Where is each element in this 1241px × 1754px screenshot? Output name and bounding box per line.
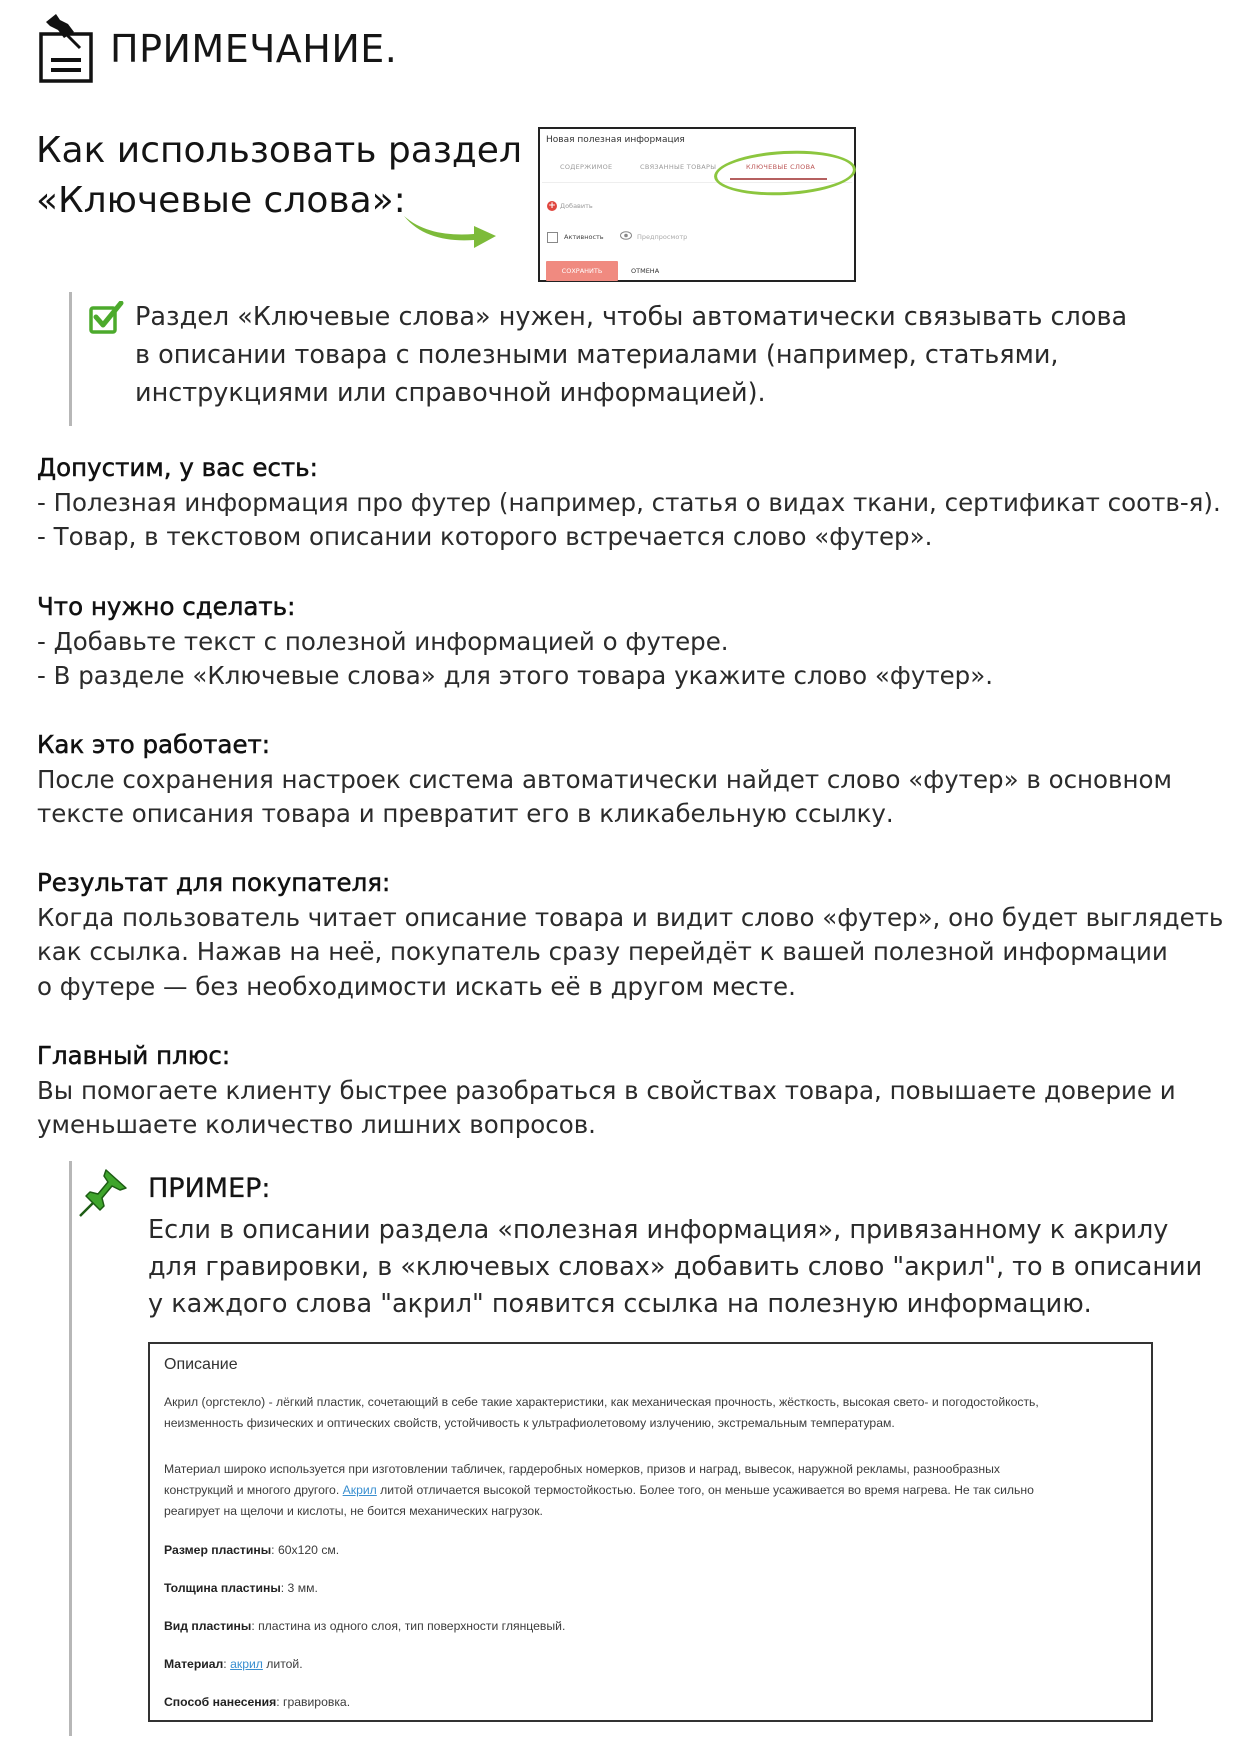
spec-row — [164, 1581, 318, 1595]
section-line: уменьшаете количество лишних вопросов. — [37, 1110, 596, 1139]
section-line: - В разделе «Ключевые слова» для этого товара укажите слово «футер». — [37, 661, 993, 690]
spec-row — [164, 1695, 350, 1709]
description-line: Материал широко используется при изготовлении табличек, гардеробных номерков, призов и наград, вывесок, наружной рекламы, разнообразных — [164, 1462, 1000, 1476]
spec-value: : пластина из одного слоя, тип поверхности глянцевый. — [251, 1619, 566, 1633]
description-line: Акрил (оргстекло) - лёгкий пластик, сочетающий в себе такие характеристики, как механическая прочность, жёсткость, высокая свето- и погодостойкость, — [164, 1395, 1039, 1409]
spec-value: : — [223, 1657, 231, 1671]
section-main-plus — [37, 1039, 1217, 1143]
active-checkbox[interactable] — [547, 232, 558, 243]
spec-value: : 60x120 см. — [271, 1543, 340, 1557]
example-line: Если в описании раздела «полезная информация», привязанному к акрилу — [148, 1215, 1169, 1245]
section-how-it-works — [37, 728, 1217, 832]
spec-label: Способ нанесения — [164, 1695, 277, 1709]
example-line: для гравировки, в «ключевых словах» добавить слово "акрил", то в описании — [148, 1252, 1203, 1282]
preview-button[interactable]: Предпросмотр — [637, 233, 688, 241]
spec-label: Вид пластины — [164, 1619, 252, 1633]
section-heading: Как это работает: — [37, 730, 271, 759]
spec-label: Толщина пластины — [164, 1581, 281, 1595]
tab-related-products[interactable]: СВЯЗАННЫЕ ТОВАРЫ — [640, 163, 717, 171]
pushpin-icon — [78, 1166, 130, 1218]
text: литой отличается высокой термостойкостью. Более того, он меньше усаживается во время нагрева. Не так сильно — [376, 1483, 1034, 1497]
section-title-line: «Ключевые слова»: — [36, 180, 406, 221]
section-heading: Что нужно сделать: — [37, 592, 296, 621]
description-screenshot — [148, 1342, 1153, 1722]
example-line: у каждого слова "акрил" появится ссылка на полезную информацию. — [148, 1289, 1092, 1319]
description-line: неизменность физических и оптических свойств, устойчивость к ультрафиолетовому излучению, экстремальным температурам. — [164, 1416, 895, 1430]
example-text — [148, 1212, 1208, 1323]
description-line: реагирует на щелочи и кислоты, не боится механических нагрузок. — [164, 1504, 543, 1518]
spec-value: : 3 мм. — [280, 1581, 318, 1595]
section-heading: Результат для покупателя: — [37, 868, 391, 897]
inset-screenshot-keywords — [538, 127, 856, 282]
section-result — [37, 866, 1224, 1004]
example-title: ПРИМЕР: — [148, 1173, 271, 1204]
check-box-icon — [88, 301, 124, 335]
inset-window-title: Новая полезная информация — [546, 135, 685, 145]
section-line: - Товар, в текстовом описании которого встречается слово «футер». — [37, 522, 933, 551]
spec-label: Размер пластины — [164, 1543, 272, 1557]
add-plus-icon[interactable]: + — [548, 201, 556, 211]
section-line: как ссылка. Нажав на неё, покупатель сразу перейдёт к вашей полезной информации — [37, 937, 1168, 966]
cancel-button[interactable]: ОТМЕНА — [631, 267, 660, 275]
callout-line: Раздел «Ключевые слова» нужен, чтобы автоматически связывать слова — [135, 302, 1128, 332]
callout-line: в описании товара с полезными материалами (например, статьями, — [135, 340, 1059, 370]
example-bar — [69, 1161, 72, 1736]
section-heading: Допустим, у вас есть: — [37, 453, 318, 482]
section-line: - Добавьте текст с полезной информацией о футере. — [37, 626, 729, 656]
spec-row — [164, 1543, 339, 1557]
spec-value: литой. — [262, 1657, 303, 1671]
add-button[interactable]: Добавить — [560, 202, 593, 210]
arrow-right-icon — [402, 210, 498, 254]
section-heading: Главный плюс: — [37, 1041, 231, 1070]
section-line: тексте описания товара и превратит его в кликабельную ссылку. — [37, 799, 894, 828]
eye-icon[interactable] — [620, 231, 632, 240]
tab-content[interactable]: СОДЕРЖИМОЕ — [560, 163, 613, 171]
tab-keywords[interactable]: КЛЮЧЕВЫЕ СЛОВА — [746, 163, 816, 171]
text: конструкций и многого другого. — [164, 1483, 343, 1497]
section-line: Вы помогаете клиенту быстрее разобраться в свойствах товара, повышаете доверие и — [37, 1075, 1176, 1105]
section-todo — [37, 590, 1217, 694]
spec-label: Материал — [164, 1657, 224, 1671]
callout-line: инструкциями или справочной информацией). — [135, 378, 766, 408]
spec-row — [164, 1619, 565, 1633]
active-label: Активность — [564, 233, 604, 241]
section-suppose — [37, 451, 1221, 555]
section-line: - Полезная информация про футер (например, статья о видах ткани, сертификат соотв-я). — [37, 487, 1221, 517]
acrylic-keyword-link[interactable]: Акрил — [342, 1483, 377, 1497]
save-button[interactable]: СОХРАНИТЬ — [546, 261, 618, 281]
highlight-ellipse — [713, 147, 857, 198]
callout-text — [135, 298, 1155, 412]
description-paragraph — [164, 1459, 1139, 1522]
acrylic-keyword-link[interactable]: акрил — [230, 1657, 263, 1671]
spec-row — [164, 1657, 303, 1671]
callout-bar — [69, 292, 72, 426]
description-line — [164, 1480, 1139, 1501]
description-title: Описание — [164, 1356, 238, 1373]
description-paragraph — [164, 1392, 1139, 1434]
section-line: о футере — без необходимости искать её в другом месте. — [37, 971, 796, 1001]
note-title: ПРИМЕЧАНИЕ. — [110, 27, 398, 71]
section-title-line: Как использовать раздел — [36, 130, 522, 171]
section-line: Когда пользователь читает описание товара и видит слово «футер», оно будет выглядеть — [37, 902, 1224, 932]
spec-value: : гравировка. — [276, 1695, 351, 1709]
note-pin-icon — [38, 12, 100, 84]
section-line: После сохранения настроек система автоматически найдет слово «футер» в основном — [37, 764, 1172, 794]
